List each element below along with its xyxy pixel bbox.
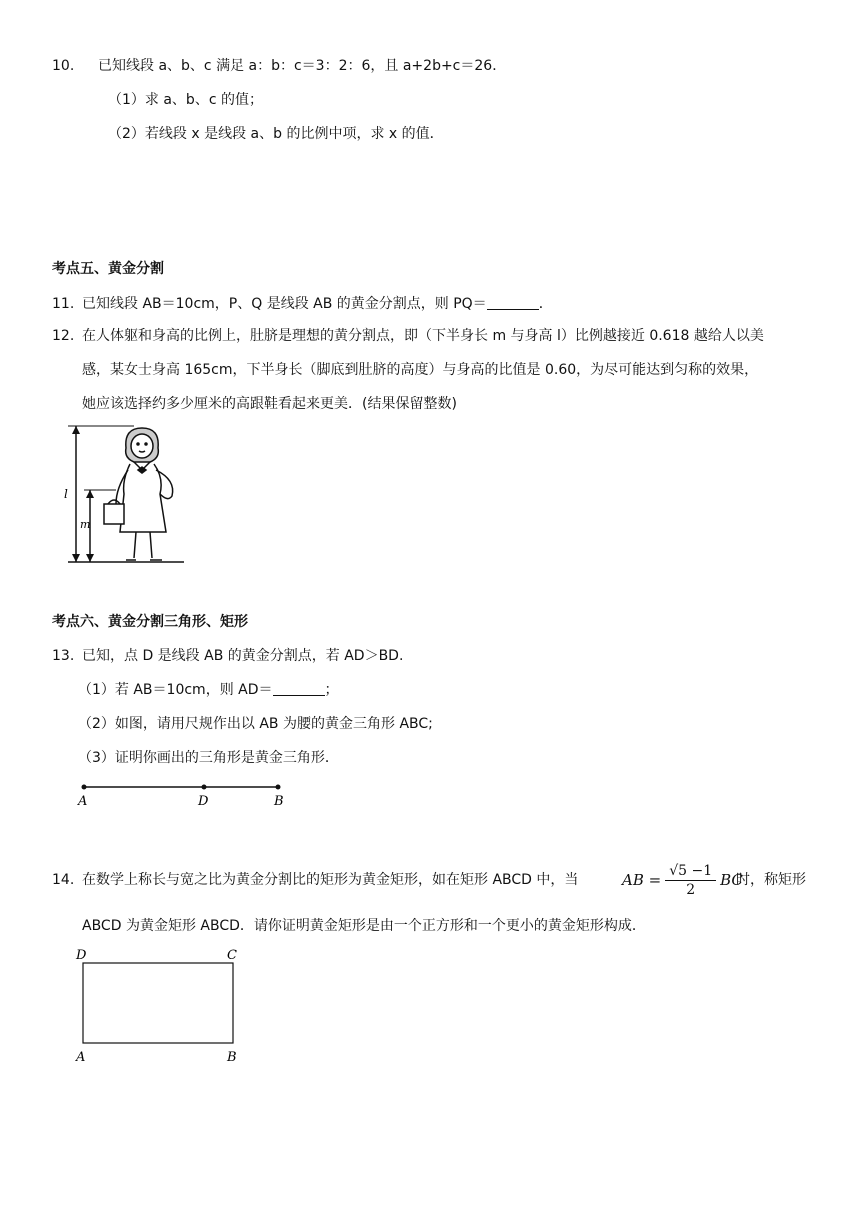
- formula-numerator: √5 −1: [665, 862, 716, 881]
- q14-number: 14.: [52, 872, 75, 888]
- q14-rectangle-figure: [70, 944, 250, 1068]
- point-d: [202, 785, 207, 790]
- label-c: C: [227, 948, 237, 963]
- q10-part1: （1）求 a、b、c 的值；: [108, 92, 263, 108]
- q11-answer-blank: [487, 295, 539, 310]
- label-d: D: [76, 948, 87, 963]
- q10-number: 10.: [52, 58, 75, 74]
- point-a: [82, 785, 87, 790]
- q11-text-after: ．: [538, 296, 553, 312]
- q13-part1: [78, 680, 339, 700]
- q11-text-before: 已知线段 AB＝10cm，P、Q 是线段 AB 的黄金分割点，则 PQ＝: [82, 296, 487, 312]
- q11-text: [82, 294, 553, 314]
- q14-formula: [622, 852, 743, 908]
- q13-part2: （2）如图，请用尺规作出以 AB 为腰的黄金三角形 ABC;: [78, 716, 433, 732]
- q12-label-m: m: [80, 518, 91, 531]
- point-b: [276, 785, 281, 790]
- section6-heading: 考点六、黄金分割三角形、矩形: [52, 614, 248, 630]
- q10-part2: （2）若线段 x 是线段 a、b 的比例中项，求 x 的值．: [108, 126, 444, 142]
- section5-heading: 考点五、黄金分割: [52, 261, 164, 277]
- formula-lhs: AB =: [622, 871, 662, 889]
- q12-label-l: l: [64, 487, 68, 501]
- q12-line1: 在人体躯和身高的比例上，肚脐是理想的黄分割点，即（下半身长 m 与身高 l）比例越接近 0.618 越给人以美: [82, 328, 764, 344]
- q10-stem: 已知线段 a、b、c 满足 a：b：c＝3：2：6，且 a+2b+c＝26．: [98, 58, 507, 74]
- q13-part3: （3）证明你画出的三角形是黄金三角形．: [78, 750, 339, 766]
- rectangle-abcd: [83, 963, 233, 1043]
- label-d: D: [198, 794, 209, 809]
- label-a: A: [76, 1050, 86, 1065]
- formula-fraction: [665, 862, 716, 899]
- q13-part1-before: （1）若 AB＝10cm，则 AD＝: [78, 682, 273, 698]
- formula-denominator: 2: [686, 881, 696, 898]
- q13-stem: 已知，点 D 是线段 AB 的黄金分割点，若 AD＞BD.: [82, 648, 404, 664]
- q12-woman-figure: [64, 420, 194, 570]
- q13-answer-blank: [273, 681, 325, 696]
- formula-rhs: BC: [720, 871, 743, 889]
- q13-number: 13.: [52, 648, 75, 664]
- label-b: B: [227, 1050, 237, 1065]
- q11-number: 11.: [52, 296, 75, 312]
- woman-drawing: [104, 428, 173, 560]
- q13-part1-after: ；: [324, 682, 339, 698]
- q12-line2: 感，某女士身高 165cm，下半身长（脚底到肚脐的高度）与身高的比值是 0.60，为尽可能达到匀称的效果，: [82, 362, 759, 378]
- q14-text-after: 时，称矩形: [736, 872, 806, 888]
- q12-number: 12.: [52, 328, 75, 344]
- q13-segment-figure: [70, 778, 300, 810]
- q14-text-before: 在数学上称长与宽之比为黄金分割比的矩形为黄金矩形，如在矩形 ABCD 中，当: [82, 872, 579, 888]
- label-b: B: [274, 794, 284, 809]
- q14-line2: ABCD 为黄金矩形 ABCD．请你证明黄金矩形是由一个正方形和一个更小的黄金矩形构成．: [82, 918, 646, 934]
- label-a: A: [78, 794, 88, 809]
- q12-line3: 她应该选择约多少厘米的高跟鞋看起来更美．(结果保留整数): [82, 396, 457, 412]
